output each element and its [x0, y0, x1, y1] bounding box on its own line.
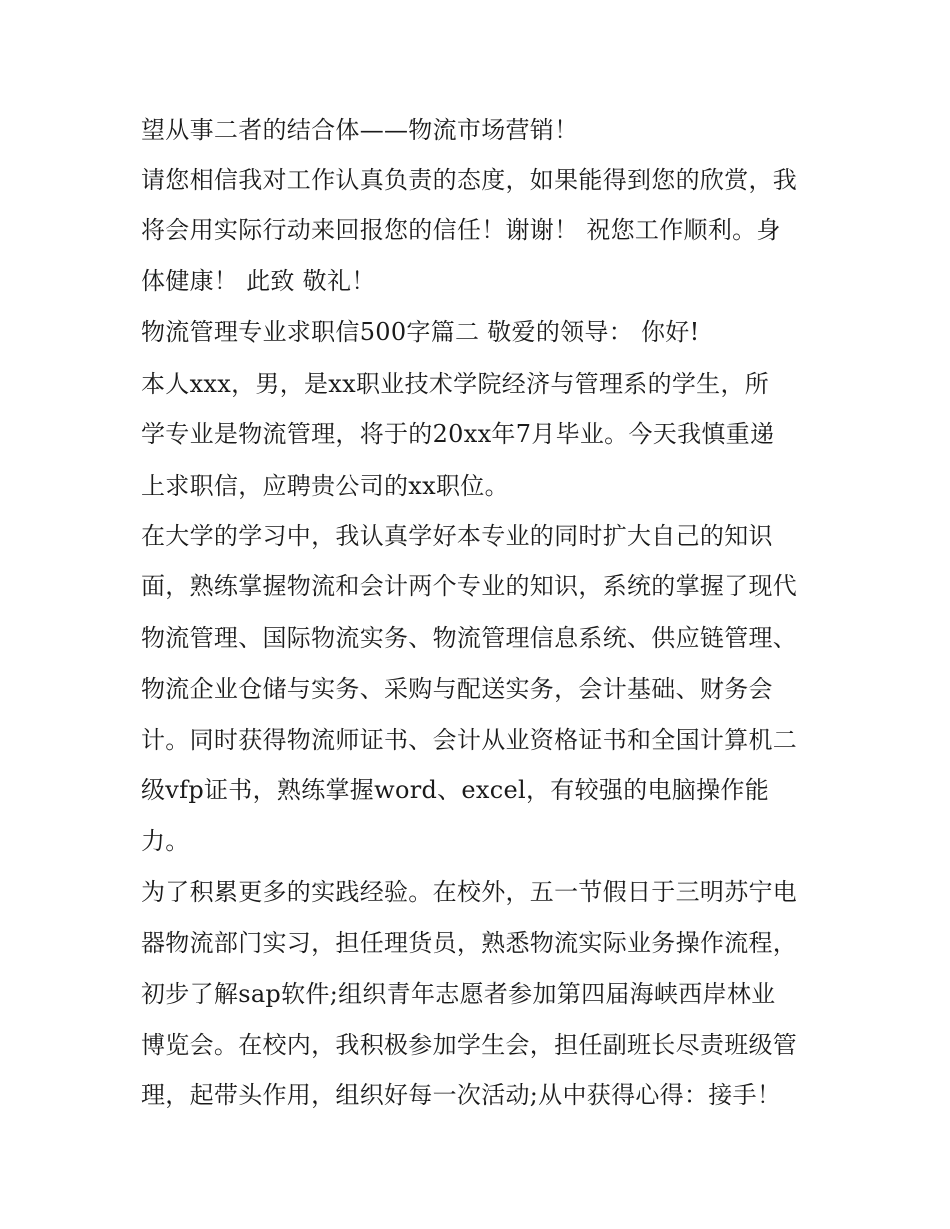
text-line: 将会用实际行动来回报您的信任！谢谢！ 祝您工作顺利。身: [141, 216, 781, 244]
text-line: 计。同时获得物流师证书、会计从业资格证书和全国计算机二: [141, 726, 798, 754]
text-line: 面，熟练掌握物流和会计两个专业的知识，系统的掌握了现代: [141, 572, 798, 600]
text-line: 体健康！ 此致 敬礼！: [141, 267, 376, 295]
text-line: 力。: [141, 827, 190, 855]
text-line: 器物流部门实习，担任理货员，熟悉物流实际业务操作流程，: [141, 929, 798, 957]
text-line: 在大学的学习中，我认真学好本专业的同时扩大自己的知识: [141, 522, 773, 550]
text-line: 博览会。在校内，我积极参加学生会，担任副班长尽责班级管: [141, 1031, 798, 1059]
text-line: 学专业是物流管理，将于的20xx年7月毕业。今天我慎重递: [141, 420, 775, 448]
text-line: 请您相信我对工作认真负责的态度，如果能得到您的欣赏，我: [141, 166, 798, 194]
text-line: 初步了解sap软件;组织青年志愿者参加第四届海峡西岸林业: [141, 980, 776, 1008]
text-line: 理，起带头作用，组织好每一次活动;从中获得心得：接手！: [141, 1081, 782, 1109]
text-line: 本人xxx，男，是xx职业技术学院经济与管理系的学生，所: [141, 370, 770, 398]
text-line: 物流企业仓储与实务、采购与配送实务，会计基础、财务会: [141, 675, 773, 703]
text-line: 上求职信，应聘贵公司的xx职位。: [141, 472, 509, 500]
text-line: 物流管理、国际物流实务、物流管理信息系统、供应链管理、: [141, 624, 798, 652]
text-line: 级vfp证书，熟练掌握word、excel，有较强的电脑操作能: [141, 776, 769, 804]
text-line: 为了积累更多的实践经验。在校外，五一节假日于三明苏宁电: [141, 878, 798, 906]
text-line: 物流管理专业求职信500字篇二 敬爱的领导： 你好!: [141, 318, 700, 346]
text-line: 望从事二者的结合体——物流市场营销！: [141, 116, 579, 144]
